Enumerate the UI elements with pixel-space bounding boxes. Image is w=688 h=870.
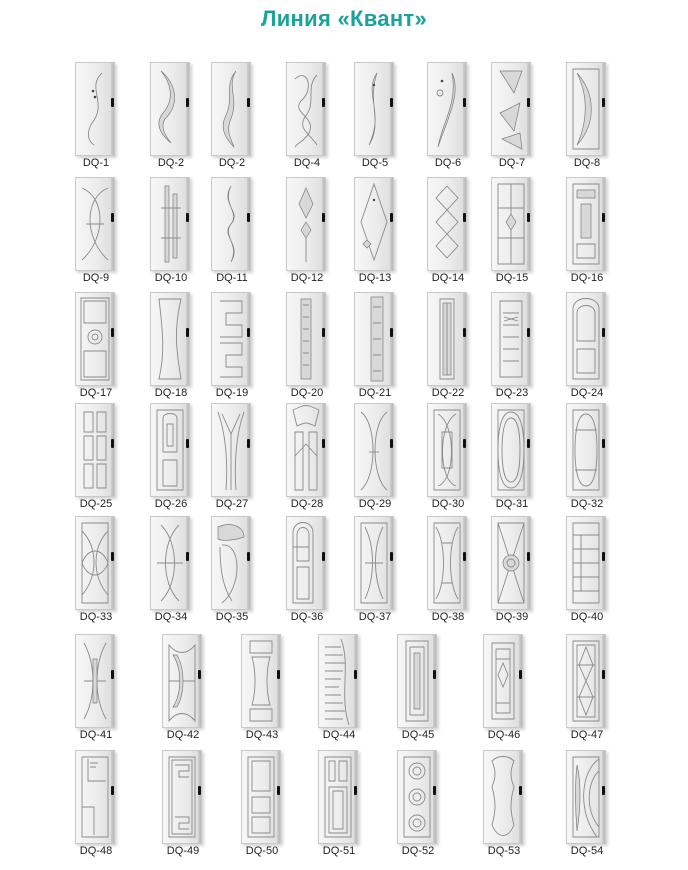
door-pattern-graphic <box>76 635 114 727</box>
door-model-label: DQ-12 <box>290 272 324 284</box>
door-model-label: DQ-29 <box>358 498 392 510</box>
door-image <box>286 177 326 271</box>
door-item[interactable] <box>488 403 548 523</box>
door-handle-icon <box>463 213 466 222</box>
door-pattern-graphic <box>355 63 393 155</box>
door-image <box>566 292 606 386</box>
door-model-label: DQ-2 <box>218 157 246 169</box>
door-handle-icon <box>463 439 466 448</box>
door-pattern-graphic <box>151 517 189 609</box>
door-handle-icon <box>322 213 325 222</box>
door-model-label: DQ-23 <box>495 387 529 399</box>
door-image <box>427 403 467 497</box>
door-model-label: DQ-34 <box>154 611 188 623</box>
door-handle-icon <box>111 439 114 448</box>
door-model-label: DQ-44 <box>322 729 356 741</box>
door-image <box>286 62 326 156</box>
door-image <box>354 62 394 156</box>
door-item[interactable] <box>147 292 207 412</box>
door-pattern-graphic <box>212 293 250 385</box>
door-pattern-graphic <box>163 635 201 727</box>
door-item[interactable] <box>283 177 343 297</box>
door-model-label: DQ-20 <box>290 387 324 399</box>
door-handle-icon <box>602 670 605 679</box>
door-item[interactable] <box>351 177 411 297</box>
door-pattern-graphic <box>355 517 393 609</box>
door-pattern-graphic <box>428 178 466 270</box>
door-image <box>491 292 531 386</box>
door-pattern-graphic <box>287 293 325 385</box>
door-item[interactable] <box>488 292 548 412</box>
door-row <box>0 177 688 297</box>
door-image <box>150 516 190 610</box>
door-image <box>75 62 115 156</box>
door-handle-icon <box>277 670 280 679</box>
door-item[interactable] <box>283 516 343 636</box>
door-model-label: DQ-47 <box>570 729 604 741</box>
door-pattern-graphic <box>484 751 522 843</box>
door-model-label: DQ-26 <box>154 498 188 510</box>
door-image <box>491 177 531 271</box>
door-item[interactable] <box>72 403 132 523</box>
door-model-label: DQ-42 <box>166 729 200 741</box>
door-pattern-graphic <box>567 517 605 609</box>
door-image <box>427 292 467 386</box>
door-handle-icon <box>527 439 530 448</box>
door-pattern-graphic <box>242 635 280 727</box>
door-item[interactable] <box>283 403 343 523</box>
door-model-label: DQ-19 <box>215 387 249 399</box>
door-handle-icon <box>602 98 605 107</box>
door-handle-icon <box>111 98 114 107</box>
door-handle-icon <box>111 670 114 679</box>
door-item[interactable] <box>72 62 132 182</box>
door-image <box>354 177 394 271</box>
door-pattern-graphic <box>287 63 325 155</box>
door-pattern-graphic <box>76 178 114 270</box>
door-model-label: DQ-18 <box>154 387 188 399</box>
door-pattern-graphic <box>287 517 325 609</box>
door-handle-icon <box>527 98 530 107</box>
door-image <box>150 292 190 386</box>
door-image <box>566 516 606 610</box>
door-model-label: DQ-38 <box>431 611 465 623</box>
door-pattern-graphic <box>287 404 325 496</box>
door-model-label: DQ-45 <box>401 729 435 741</box>
door-item[interactable] <box>147 177 207 297</box>
door-handle-icon <box>527 552 530 561</box>
door-handle-icon <box>433 670 436 679</box>
door-image <box>286 403 326 497</box>
door-model-label: DQ-37 <box>358 611 392 623</box>
door-model-label: DQ-11 <box>216 272 248 284</box>
door-model-label: DQ-49 <box>166 845 200 857</box>
door-model-label: DQ-5 <box>361 157 389 169</box>
door-handle-icon <box>111 786 114 795</box>
door-pattern-graphic <box>76 751 114 843</box>
door-pattern-graphic <box>151 63 189 155</box>
door-item[interactable] <box>351 292 411 412</box>
door-handle-icon <box>247 328 250 337</box>
door-handle-icon <box>602 786 605 795</box>
door-item[interactable] <box>208 177 268 297</box>
door-handle-icon <box>247 552 250 561</box>
door-item[interactable] <box>488 516 548 636</box>
door-model-label: DQ-31 <box>495 498 529 510</box>
door-model-label: DQ-16 <box>570 272 604 284</box>
door-pattern-graphic <box>567 751 605 843</box>
door-model-label: DQ-17 <box>79 387 113 399</box>
door-model-label: DQ-7 <box>498 157 526 169</box>
door-model-label: DQ-39 <box>495 611 529 623</box>
door-pattern-graphic <box>492 178 530 270</box>
door-item[interactable] <box>72 177 132 297</box>
door-item[interactable] <box>424 403 484 523</box>
door-handle-icon <box>111 213 114 222</box>
door-handle-icon <box>277 786 280 795</box>
door-item[interactable] <box>238 750 298 870</box>
door-pattern-graphic <box>151 178 189 270</box>
door-pattern-graphic <box>76 404 114 496</box>
door-item[interactable] <box>283 292 343 412</box>
door-pattern-graphic <box>212 517 250 609</box>
door-item[interactable] <box>147 516 207 636</box>
door-pattern-graphic <box>355 178 393 270</box>
door-row <box>0 516 688 636</box>
door-item[interactable] <box>72 634 132 754</box>
door-image <box>162 750 202 844</box>
door-image <box>286 516 326 610</box>
door-image <box>397 750 437 844</box>
door-item[interactable] <box>72 292 132 412</box>
door-pattern-graphic <box>319 635 357 727</box>
door-handle-icon <box>519 670 522 679</box>
door-model-label: DQ-13 <box>358 272 392 284</box>
door-item[interactable] <box>488 62 548 182</box>
door-image <box>75 177 115 271</box>
door-row <box>0 292 688 412</box>
door-image <box>150 62 190 156</box>
door-pattern-graphic <box>76 63 114 155</box>
door-model-label: DQ-6 <box>434 157 462 169</box>
door-model-label: DQ-1 <box>82 157 110 169</box>
door-item[interactable] <box>563 403 623 523</box>
door-pattern-graphic <box>492 63 530 155</box>
door-handle-icon <box>322 98 325 107</box>
door-image <box>286 292 326 386</box>
door-image <box>162 634 202 728</box>
door-item[interactable] <box>394 750 454 870</box>
door-image <box>211 292 251 386</box>
door-image <box>427 516 467 610</box>
door-image <box>241 634 281 728</box>
door-item[interactable] <box>394 634 454 754</box>
door-handle-icon <box>390 328 393 337</box>
door-handle-icon <box>602 439 605 448</box>
door-pattern-graphic <box>398 635 436 727</box>
door-handle-icon <box>198 786 201 795</box>
door-item[interactable] <box>480 634 540 754</box>
door-model-label: DQ-51 <box>322 845 356 857</box>
door-model-label: DQ-46 <box>487 729 521 741</box>
door-item[interactable] <box>563 177 623 297</box>
door-image <box>397 634 437 728</box>
door-image <box>211 62 251 156</box>
door-image <box>491 62 531 156</box>
door-model-label: DQ-24 <box>570 387 604 399</box>
door-pattern-graphic <box>212 178 250 270</box>
door-handle-icon <box>186 213 189 222</box>
door-pattern-graphic <box>428 293 466 385</box>
door-row <box>0 750 688 870</box>
door-row <box>0 403 688 523</box>
door-pattern-graphic <box>567 293 605 385</box>
door-item[interactable] <box>351 403 411 523</box>
door-item[interactable] <box>424 177 484 297</box>
door-image <box>491 516 531 610</box>
door-pattern-graphic <box>567 635 605 727</box>
door-image <box>75 403 115 497</box>
door-model-label: DQ-14 <box>431 272 465 284</box>
door-handle-icon <box>247 98 250 107</box>
door-image <box>566 403 606 497</box>
door-image <box>75 750 115 844</box>
door-pattern-graphic <box>76 293 114 385</box>
door-pattern-graphic <box>212 404 250 496</box>
door-image <box>566 177 606 271</box>
door-handle-icon <box>111 328 114 337</box>
door-handle-icon <box>186 552 189 561</box>
door-item[interactable] <box>159 634 219 754</box>
door-item[interactable] <box>72 750 132 870</box>
door-item[interactable] <box>424 62 484 182</box>
door-item[interactable] <box>283 62 343 182</box>
door-item[interactable] <box>351 62 411 182</box>
door-pattern-graphic <box>398 751 436 843</box>
door-handle-icon <box>463 552 466 561</box>
door-image <box>318 634 358 728</box>
door-pattern-graphic <box>492 293 530 385</box>
door-image <box>150 177 190 271</box>
door-model-label: DQ-8 <box>573 157 601 169</box>
door-pattern-graphic <box>355 293 393 385</box>
door-item[interactable] <box>480 750 540 870</box>
door-image <box>354 403 394 497</box>
door-pattern-graphic <box>428 517 466 609</box>
door-handle-icon <box>322 552 325 561</box>
door-handle-icon <box>602 552 605 561</box>
door-item[interactable] <box>147 62 207 182</box>
door-item[interactable] <box>563 634 623 754</box>
door-model-label: DQ-4 <box>293 157 321 169</box>
door-item[interactable] <box>208 62 268 182</box>
door-pattern-graphic <box>484 635 522 727</box>
door-item[interactable] <box>208 292 268 412</box>
door-handle-icon <box>322 439 325 448</box>
door-item[interactable] <box>208 516 268 636</box>
door-image <box>483 750 523 844</box>
door-row <box>0 62 688 182</box>
door-handle-icon <box>186 328 189 337</box>
door-handle-icon <box>247 439 250 448</box>
door-handle-icon <box>527 213 530 222</box>
door-item[interactable] <box>147 403 207 523</box>
door-handle-icon <box>602 328 605 337</box>
door-handle-icon <box>247 213 250 222</box>
door-pattern-graphic <box>151 293 189 385</box>
door-pattern-graphic <box>428 63 466 155</box>
door-model-label: DQ-28 <box>290 498 324 510</box>
door-model-label: DQ-15 <box>495 272 529 284</box>
door-item[interactable] <box>238 634 298 754</box>
door-pattern-graphic <box>567 404 605 496</box>
door-image <box>427 177 467 271</box>
door-handle-icon <box>111 552 114 561</box>
door-pattern-graphic <box>492 517 530 609</box>
door-image <box>566 750 606 844</box>
door-pattern-graphic <box>567 63 605 155</box>
door-model-label: DQ-21 <box>358 387 392 399</box>
door-pattern-graphic <box>212 63 250 155</box>
door-image <box>354 292 394 386</box>
door-handle-icon <box>519 786 522 795</box>
door-pattern-graphic <box>242 751 280 843</box>
door-handle-icon <box>602 213 605 222</box>
door-item[interactable] <box>563 516 623 636</box>
door-model-label: DQ-25 <box>79 498 113 510</box>
door-image <box>566 634 606 728</box>
door-pattern-graphic <box>567 178 605 270</box>
door-item[interactable] <box>563 292 623 412</box>
door-handle-icon <box>527 328 530 337</box>
door-model-label: DQ-22 <box>431 387 465 399</box>
door-pattern-graphic <box>319 751 357 843</box>
door-pattern-graphic <box>76 517 114 609</box>
door-item[interactable] <box>351 516 411 636</box>
door-image <box>427 62 467 156</box>
door-handle-icon <box>390 213 393 222</box>
door-item[interactable] <box>315 634 375 754</box>
door-item[interactable] <box>563 62 623 182</box>
door-pattern-graphic <box>287 178 325 270</box>
door-image <box>211 177 251 271</box>
door-model-label: DQ-32 <box>570 498 604 510</box>
door-model-label: DQ-36 <box>290 611 324 623</box>
door-model-label: DQ-9 <box>82 272 110 284</box>
door-handle-icon <box>186 439 189 448</box>
door-handle-icon <box>354 670 357 679</box>
door-model-label: DQ-50 <box>245 845 279 857</box>
door-item[interactable] <box>488 177 548 297</box>
door-model-label: DQ-43 <box>245 729 279 741</box>
door-model-label: DQ-33 <box>79 611 113 623</box>
door-model-label: DQ-40 <box>570 611 604 623</box>
door-handle-icon <box>198 670 201 679</box>
door-image <box>150 403 190 497</box>
door-handle-icon <box>390 552 393 561</box>
door-pattern-graphic <box>428 404 466 496</box>
door-pattern-graphic <box>355 404 393 496</box>
door-image <box>211 403 251 497</box>
door-item[interactable] <box>315 750 375 870</box>
door-handle-icon <box>463 328 466 337</box>
door-handle-icon <box>390 439 393 448</box>
door-image <box>75 292 115 386</box>
door-handle-icon <box>390 98 393 107</box>
door-handle-icon <box>433 786 436 795</box>
door-model-label: DQ-27 <box>215 498 249 510</box>
door-item[interactable] <box>563 750 623 870</box>
door-model-label: DQ-35 <box>215 611 249 623</box>
door-item[interactable] <box>424 292 484 412</box>
door-model-label: DQ-2 <box>157 157 185 169</box>
door-pattern-graphic <box>163 751 201 843</box>
door-image <box>241 750 281 844</box>
door-model-label: DQ-30 <box>431 498 465 510</box>
door-pattern-graphic <box>492 404 530 496</box>
door-image <box>354 516 394 610</box>
door-item[interactable] <box>159 750 219 870</box>
door-model-label: DQ-53 <box>487 845 521 857</box>
door-handle-icon <box>186 98 189 107</box>
door-image <box>318 750 358 844</box>
door-image <box>211 516 251 610</box>
door-model-label: DQ-52 <box>401 845 435 857</box>
door-item[interactable] <box>72 516 132 636</box>
door-row <box>0 634 688 754</box>
door-handle-icon <box>354 786 357 795</box>
door-image <box>75 516 115 610</box>
door-image <box>483 634 523 728</box>
door-image <box>566 62 606 156</box>
door-image <box>491 403 531 497</box>
door-pattern-graphic <box>151 404 189 496</box>
door-handle-icon <box>322 328 325 337</box>
page-title: Линия «Квант» <box>260 6 428 31</box>
door-item[interactable] <box>424 516 484 636</box>
door-item[interactable] <box>208 403 268 523</box>
door-handle-icon <box>463 98 466 107</box>
door-model-label: DQ-41 <box>79 729 113 741</box>
door-model-label: DQ-54 <box>570 845 604 857</box>
door-model-label: DQ-48 <box>79 845 113 857</box>
door-image <box>75 634 115 728</box>
door-model-label: DQ-10 <box>154 272 188 284</box>
